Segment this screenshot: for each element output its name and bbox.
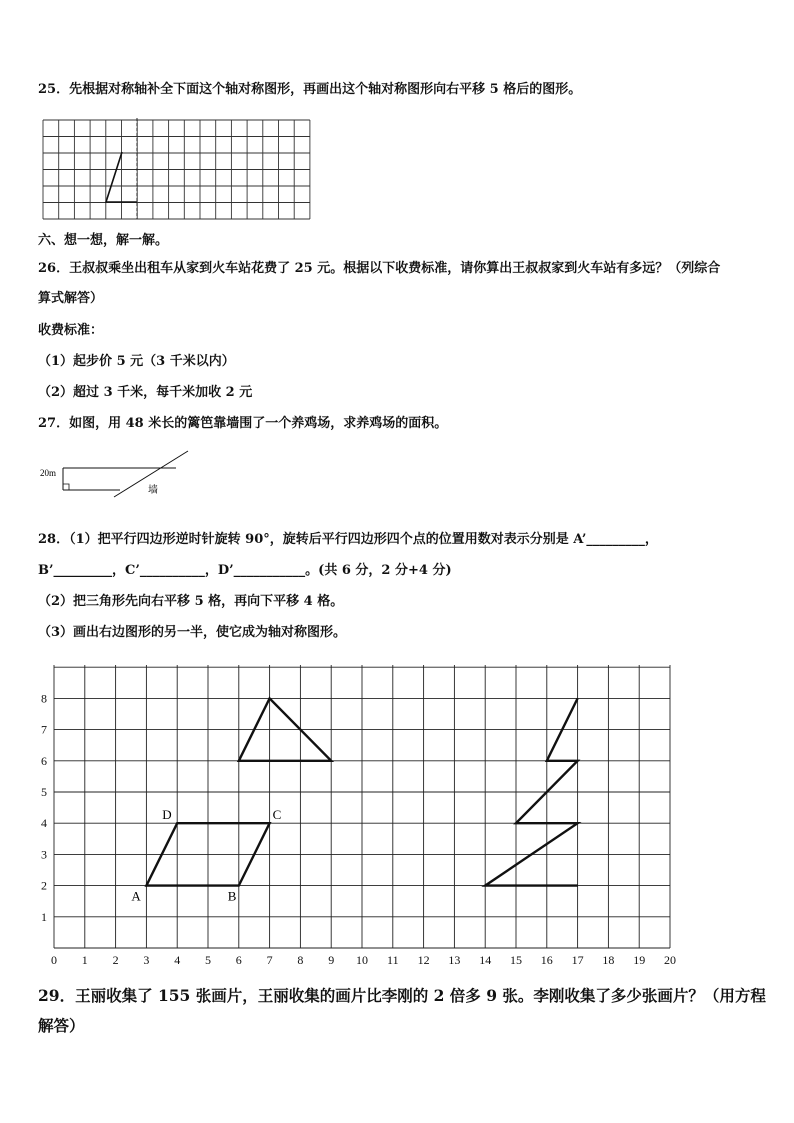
y-tick-label: 4 [41, 816, 47, 831]
q28-line2: B’_________，C’__________，D’___________。(共 6 分，2 分+4 分) [38, 563, 452, 578]
q29-line2: 解答） [38, 1016, 85, 1035]
x-tick-label: 12 [417, 953, 430, 967]
y-tick-label: 1 [41, 909, 47, 924]
x-tick-label: 10 [356, 953, 368, 967]
x-tick-label: 3 [143, 953, 150, 967]
point-label-b: B [227, 888, 237, 904]
q25-grid-figure [42, 118, 312, 222]
x-tick-label: 8 [297, 953, 304, 967]
q27-chicken-coop-figure [36, 448, 196, 500]
y-tick-label: 5 [41, 785, 47, 799]
q25-text: 25．先根据对称轴补全下面这个轴对称图形，再画出这个轴对称图形向右平移 5 格后的图形。 [38, 82, 582, 97]
y-tick-label: 6 [41, 753, 47, 768]
q27-text: 27．如图，用 48 米长的篱笆靠墙围了一个养鸡场，求养鸡场的面积。 [38, 416, 448, 431]
side-length-label: 20m [40, 468, 57, 478]
q26-rule2: （2）超过 3 千米，每千米加收 2 元 [38, 385, 253, 400]
x-tick-label: 7 [266, 953, 273, 967]
x-tick-label: 6 [235, 953, 242, 967]
x-tick-label: 5 [205, 953, 211, 967]
q26-fee-title: 收费标准： [38, 323, 104, 338]
y-tick-label: 2 [41, 878, 47, 893]
point-label-c: C [272, 807, 282, 823]
y-tick-label: 8 [41, 691, 47, 706]
x-tick-label: 15 [510, 953, 522, 967]
x-tick-label: 19 [633, 953, 646, 967]
q28-part3: （3）画出右边图形的另一半，使它成为轴对称图形。 [38, 625, 347, 640]
x-tick-label: 20 [664, 953, 676, 967]
q26-rule1: （1）起步价 5 元（3 千米以内） [38, 354, 235, 369]
x-tick-label: 11 [387, 953, 399, 967]
x-tick-label: 13 [448, 953, 461, 967]
x-tick-label: 17 [571, 953, 584, 967]
x-tick-label: 1 [81, 953, 88, 967]
section-6-title: 六、想一想，解一解。 [38, 233, 169, 248]
point-label-a: A [131, 888, 141, 904]
y-tick-label: 3 [41, 847, 47, 862]
x-tick-label: 2 [112, 953, 119, 967]
x-tick-label: 16 [540, 953, 553, 967]
x-tick-label: 18 [602, 953, 615, 967]
point-label-d: D [162, 807, 172, 823]
q28-part2: （2）把三角形先向右平移 5 格，再向下平移 4 格。 [38, 594, 344, 609]
x-tick-label: 14 [479, 953, 492, 967]
q28-line1: 28．（1）把平行四边形逆时针旋转 90°，旋转后平行四边形四个点的位置用数对表示分别是 A’_________， [38, 532, 658, 547]
x-tick-label: 0 [51, 953, 57, 967]
y-tick-label: 7 [41, 722, 47, 737]
x-tick-label: 4 [174, 953, 181, 967]
x-tick-label: 9 [328, 953, 335, 967]
q29-line1: 29．王丽收集了 155 张画片，王丽收集的画片比李刚的 2 倍多 9 张。李刚收集了多少张画片？（用方程 [38, 986, 766, 1005]
q26-line2: 算式解答） [38, 291, 104, 306]
right-angle-mark [63, 484, 69, 490]
coordinate-grid-figure [0, 655, 794, 975]
q26-line1: 26．王叔叔乘坐出租车从家到火车站花费了 25 元。根据以下收费标准，请你算出王叔叔家到火车站有多远？（列综合 [38, 261, 721, 276]
wall-label: 墙 [148, 485, 158, 496]
